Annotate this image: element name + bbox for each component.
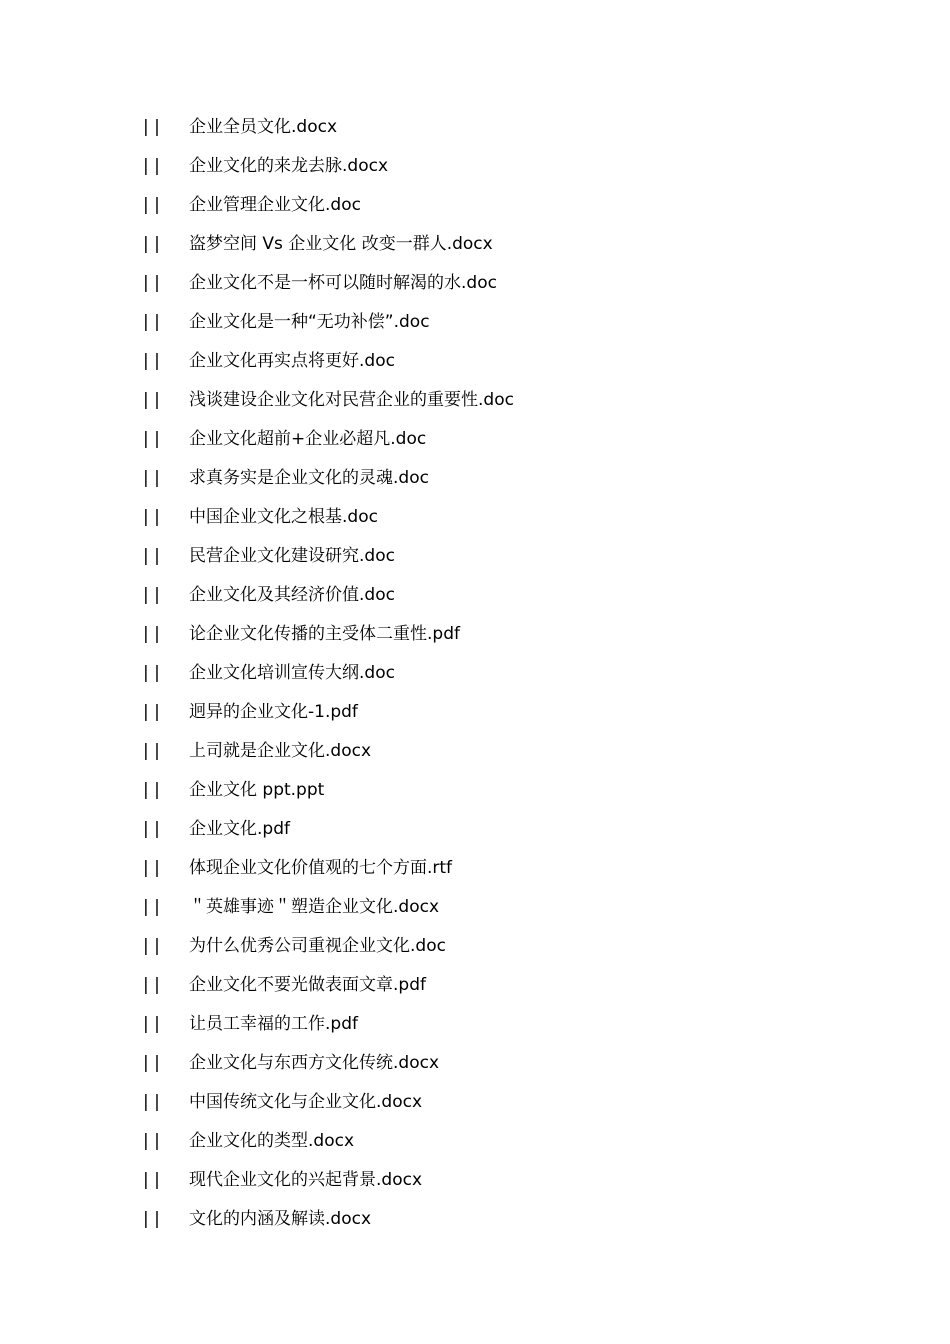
tree-branch-prefix: | | bbox=[143, 1053, 160, 1073]
file-name: 企业文化 ppt.ppt bbox=[189, 780, 325, 800]
tree-branch-prefix: | | bbox=[143, 702, 160, 722]
tree-branch-prefix: | | bbox=[143, 429, 160, 449]
file-name: 上司就是企业文化.docx bbox=[189, 741, 372, 761]
file-list-item bbox=[143, 537, 514, 576]
file-name: 企业文化是一种“无功补偿”.doc bbox=[189, 312, 430, 332]
tree-branch-prefix: | | bbox=[143, 117, 160, 137]
file-list-item bbox=[143, 186, 514, 225]
file-name: 浅谈建设企业文化对民营企业的重要性.doc bbox=[189, 390, 514, 410]
file-name: 文化的内涵及解读.docx bbox=[189, 1209, 372, 1229]
file-name: 企业文化的来龙去脉.docx bbox=[189, 156, 389, 176]
file-name: 体现企业文化价值观的七个方面.rtf bbox=[189, 858, 453, 878]
tree-branch-prefix: | | bbox=[143, 1209, 160, 1229]
file-list-item bbox=[143, 1161, 514, 1200]
file-list-item bbox=[143, 771, 514, 810]
file-name: 企业文化及其经济价值.doc bbox=[189, 585, 395, 605]
file-list-item bbox=[143, 966, 514, 1005]
tree-branch-prefix: | | bbox=[143, 1014, 160, 1034]
file-list-item bbox=[143, 576, 514, 615]
tree-branch-prefix: | | bbox=[143, 585, 160, 605]
tree-branch-prefix: | | bbox=[143, 156, 160, 176]
tree-branch-prefix: | | bbox=[143, 819, 160, 839]
file-name: 论企业文化传播的主受体二重性.pdf bbox=[189, 624, 460, 644]
file-list-item bbox=[143, 264, 514, 303]
tree-branch-prefix: | | bbox=[143, 624, 160, 644]
file-list-item bbox=[143, 654, 514, 693]
tree-branch-prefix: | | bbox=[143, 507, 160, 527]
file-name: 民营企业文化建设研究.doc bbox=[189, 546, 395, 566]
file-list-item bbox=[143, 732, 514, 771]
file-name: 企业全员文化.docx bbox=[189, 117, 338, 137]
tree-branch-prefix: | | bbox=[143, 390, 160, 410]
tree-branch-prefix: | | bbox=[143, 273, 160, 293]
file-name: 求真务实是企业文化的灵魂.doc bbox=[189, 468, 429, 488]
tree-branch-prefix: | | bbox=[143, 1170, 160, 1190]
file-list-item bbox=[143, 303, 514, 342]
tree-branch-prefix: | | bbox=[143, 858, 160, 878]
tree-branch-prefix: | | bbox=[143, 897, 160, 917]
file-name: 企业管理企业文化.doc bbox=[189, 195, 361, 215]
file-name: 企业文化不是一杯可以随时解渴的水.doc bbox=[189, 273, 497, 293]
tree-branch-prefix: | | bbox=[143, 1131, 160, 1151]
file-name: 企业文化与东西方文化传统.docx bbox=[189, 1053, 440, 1073]
file-name: 企业文化不要光做表面文章.pdf bbox=[189, 975, 426, 995]
file-list-item bbox=[143, 420, 514, 459]
file-list-item bbox=[143, 1044, 514, 1083]
file-name: 为什么优秀公司重视企业文化.doc bbox=[189, 936, 446, 956]
file-name: 中国传统文化与企业文化.docx bbox=[189, 1092, 423, 1112]
file-name: 盗梦空间 Vs 企业文化 改变一群人.docx bbox=[189, 234, 493, 254]
file-list-item bbox=[143, 225, 514, 264]
file-list-item bbox=[143, 459, 514, 498]
file-name: 现代企业文化的兴起背景.docx bbox=[189, 1170, 423, 1190]
tree-branch-prefix: | | bbox=[143, 663, 160, 683]
tree-branch-prefix: | | bbox=[143, 780, 160, 800]
file-list-item bbox=[143, 1200, 514, 1239]
tree-branch-prefix: | | bbox=[143, 546, 160, 566]
file-list-item bbox=[143, 888, 514, 927]
file-name: 迥异的企业文化-1.pdf bbox=[189, 702, 358, 722]
tree-branch-prefix: | | bbox=[143, 1092, 160, 1112]
file-list-item bbox=[143, 108, 514, 147]
file-list-item bbox=[143, 1122, 514, 1161]
file-list-item bbox=[143, 1005, 514, 1044]
file-list-item bbox=[143, 147, 514, 186]
tree-branch-prefix: | | bbox=[143, 468, 160, 488]
file-list-item bbox=[143, 1083, 514, 1122]
tree-branch-prefix: | | bbox=[143, 195, 160, 215]
file-name: 企业文化再实点将更好.doc bbox=[189, 351, 395, 371]
file-list-item bbox=[143, 381, 514, 420]
file-list-item bbox=[143, 342, 514, 381]
file-name: 企业文化培训宣传大纲.doc bbox=[189, 663, 395, 683]
tree-branch-prefix: | | bbox=[143, 234, 160, 254]
tree-branch-prefix: | | bbox=[143, 975, 160, 995]
tree-branch-prefix: | | bbox=[143, 351, 160, 371]
tree-branch-prefix: | | bbox=[143, 936, 160, 956]
file-name: 企业文化超前+企业必超凡.doc bbox=[189, 429, 427, 449]
file-name: ＂英雄事迹＂塑造企业文化.docx bbox=[189, 897, 440, 917]
file-list-item bbox=[143, 498, 514, 537]
file-list-item bbox=[143, 927, 514, 966]
tree-branch-prefix: | | bbox=[143, 312, 160, 332]
tree-branch-prefix: | | bbox=[143, 741, 160, 761]
file-name: 中国企业文化之根基.doc bbox=[189, 507, 378, 527]
file-name: 企业文化的类型.docx bbox=[189, 1131, 355, 1151]
file-list-item bbox=[143, 615, 514, 654]
file-list-item bbox=[143, 849, 514, 888]
file-list-item bbox=[143, 810, 514, 849]
file-tree-list bbox=[143, 108, 514, 1239]
file-name: 让员工幸福的工作.pdf bbox=[189, 1014, 358, 1034]
file-name: 企业文化.pdf bbox=[189, 819, 290, 839]
file-list-item bbox=[143, 693, 514, 732]
